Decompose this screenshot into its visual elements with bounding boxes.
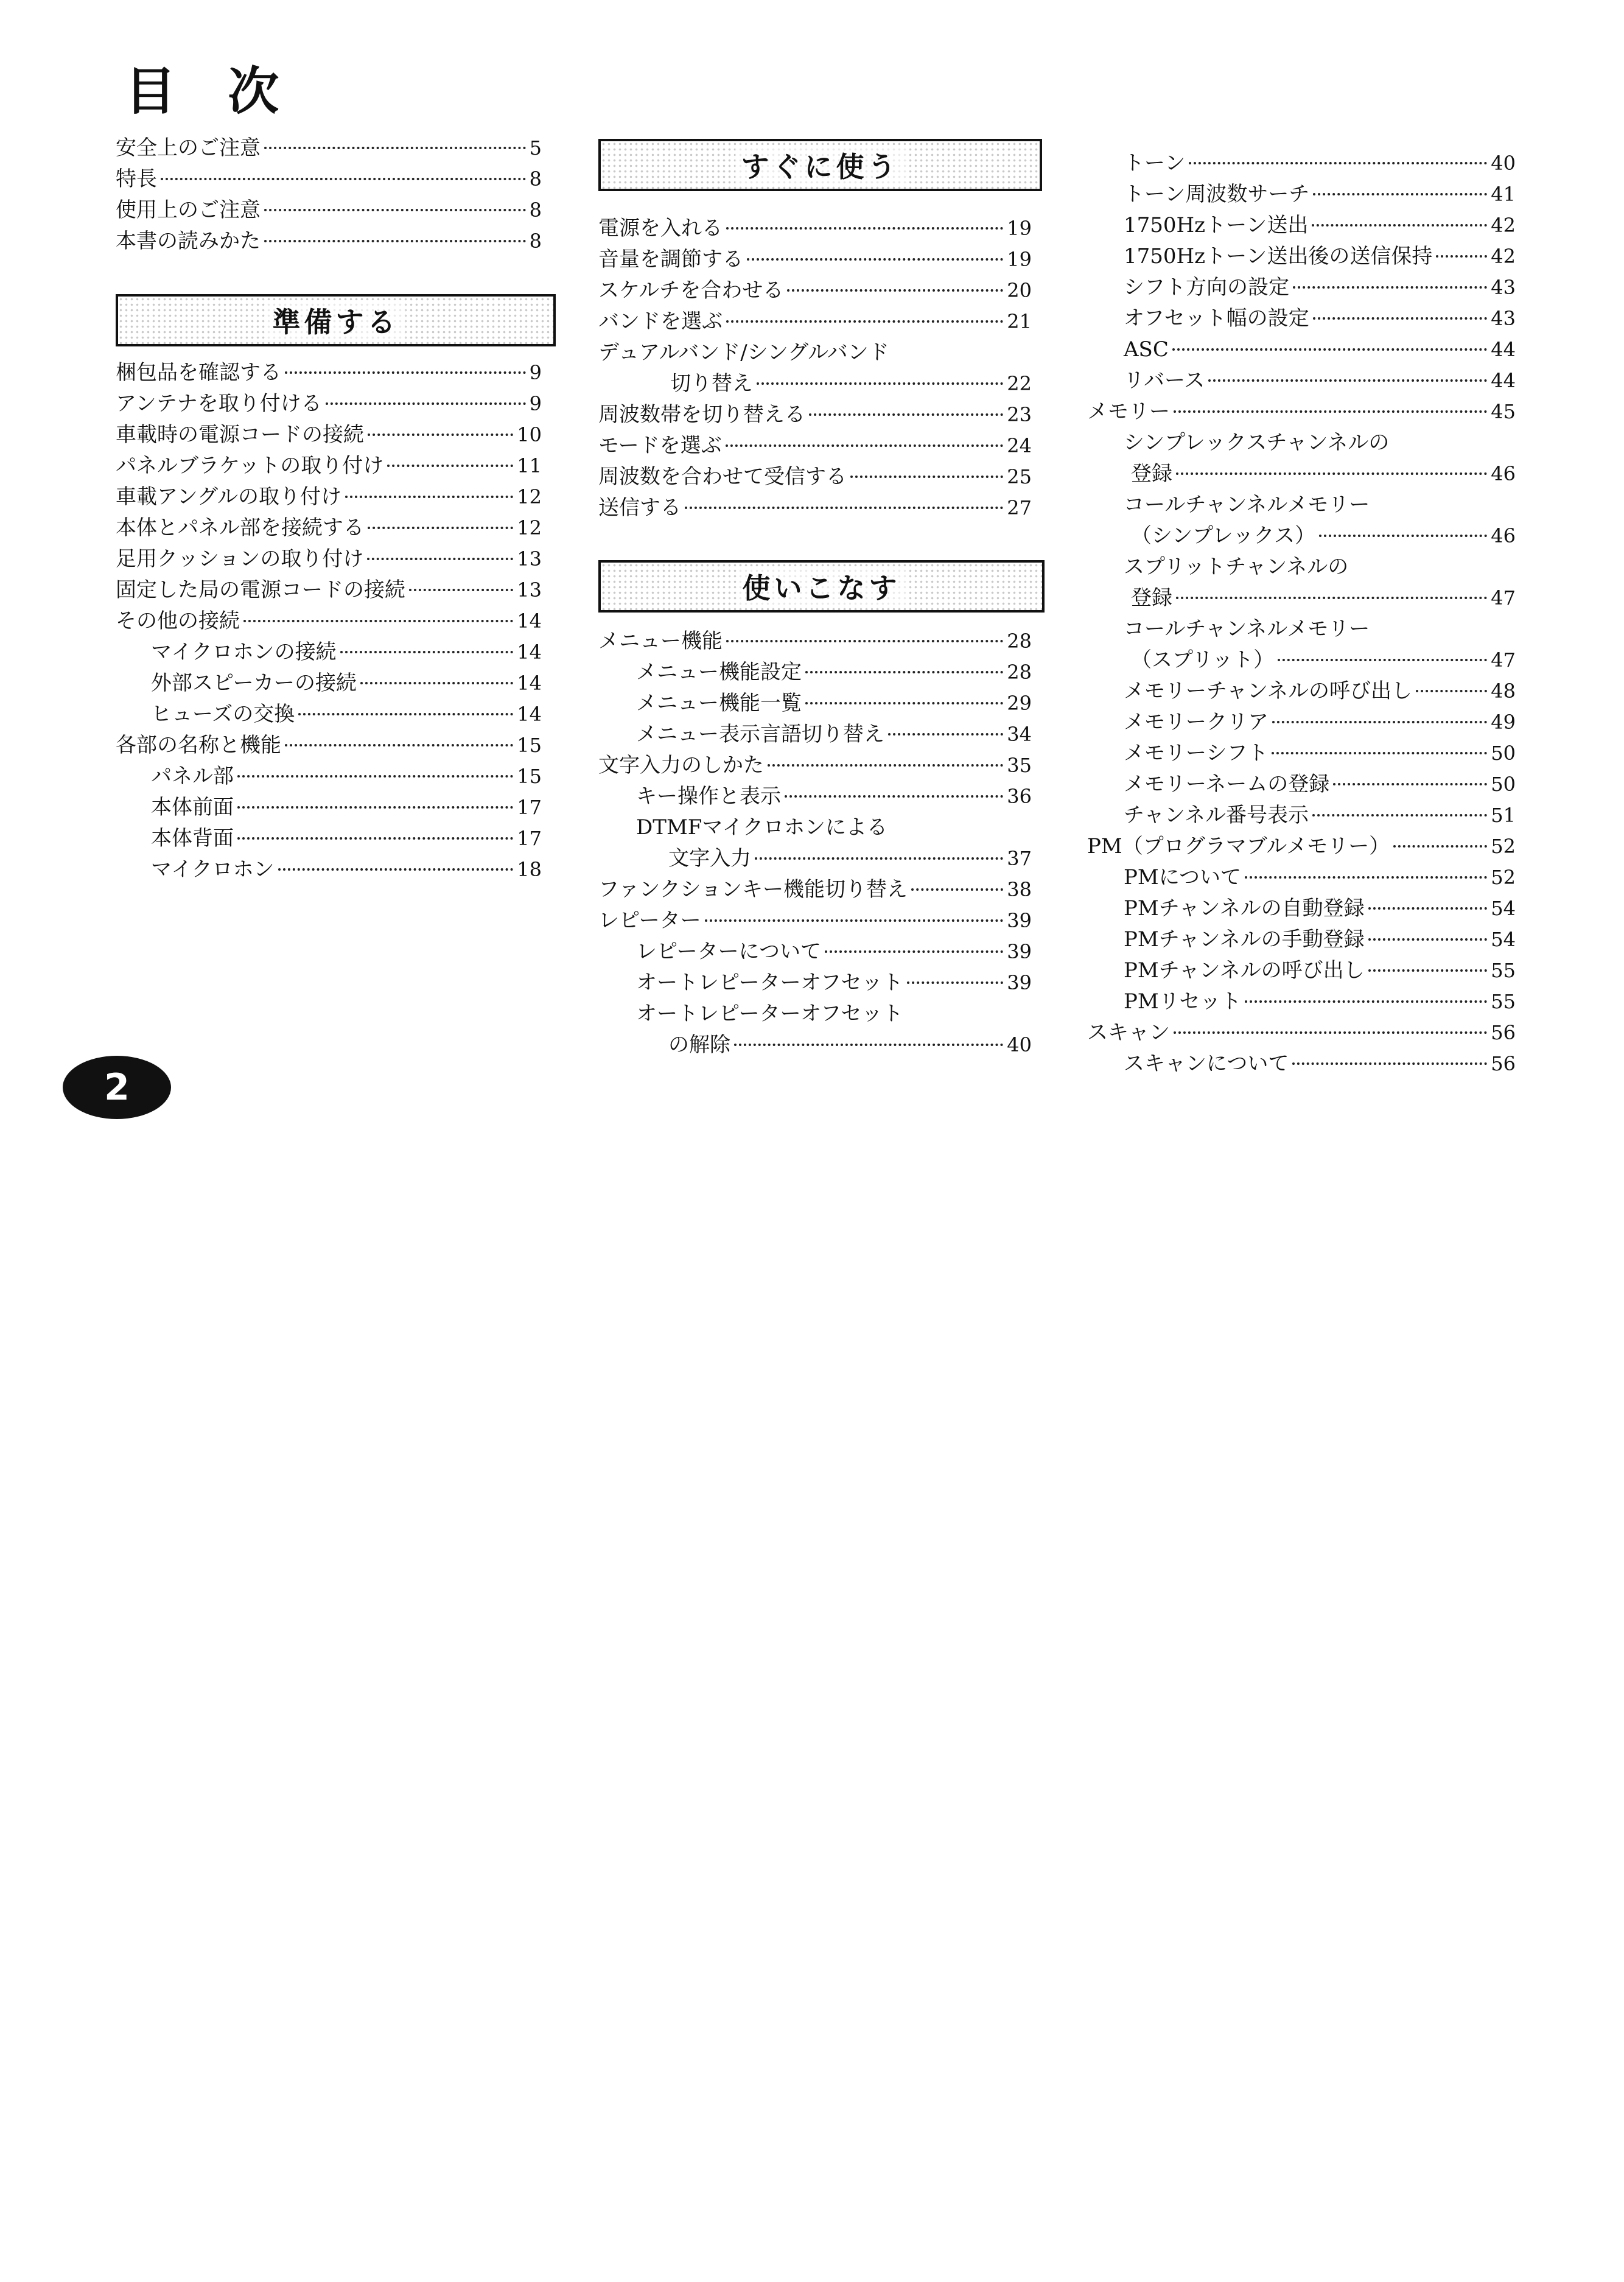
toc-entry bbox=[1087, 241, 1516, 272]
toc-entry-page: 17 bbox=[517, 827, 542, 850]
toc-entry-page: 55 bbox=[1491, 959, 1516, 982]
toc-entry-page: 15 bbox=[517, 734, 542, 757]
toc-entry-title: 足用クッションの取り付け bbox=[116, 547, 364, 571]
toc-entry bbox=[1087, 272, 1516, 303]
dot-leader bbox=[1272, 721, 1487, 723]
dot-leader bbox=[264, 209, 526, 211]
toc-entry-page: 21 bbox=[1007, 310, 1032, 333]
toc-entry-page: 12 bbox=[517, 485, 542, 508]
toc-entry bbox=[598, 275, 1032, 306]
toc-column-3 bbox=[1087, 148, 1516, 1080]
toc-entry bbox=[1087, 707, 1516, 738]
toc-entry bbox=[598, 244, 1032, 275]
dot-leader bbox=[1312, 224, 1487, 226]
toc-entry bbox=[1087, 738, 1516, 769]
toc-entry bbox=[116, 575, 542, 606]
dot-leader bbox=[1416, 690, 1487, 692]
toc-entry-title: トーン bbox=[1124, 151, 1186, 175]
toc-entry bbox=[116, 606, 542, 637]
toc-entry-page: 14 bbox=[517, 672, 542, 695]
toc-entry-page: 13 bbox=[517, 547, 542, 570]
toc-entry-page: 23 bbox=[1007, 403, 1032, 426]
toc-entry-title: マイクロホン bbox=[151, 857, 275, 882]
dot-leader bbox=[345, 496, 513, 498]
toc-entry bbox=[116, 164, 542, 195]
dot-leader bbox=[805, 671, 1003, 673]
toc-entry-title-line: DTMFマイクロホンによる bbox=[636, 815, 887, 840]
toc-entry-title: 電源を入れる bbox=[598, 216, 723, 240]
toc-entry bbox=[116, 792, 542, 823]
toc-entry-page: 56 bbox=[1491, 1021, 1516, 1044]
toc-entry-title: 本体背面 bbox=[151, 826, 234, 851]
toc-entry-title: パネル部 bbox=[151, 764, 234, 788]
toc-entry-title: 文字入力のしかた bbox=[598, 753, 764, 778]
toc-column-2 bbox=[598, 139, 1032, 1061]
toc-entry bbox=[1087, 583, 1516, 614]
toc-entry-page: 8 bbox=[529, 167, 542, 191]
dot-leader bbox=[825, 950, 1003, 953]
dot-leader bbox=[161, 178, 526, 180]
toc-entry-title: ファンクションキー機能切り替え bbox=[598, 877, 908, 902]
toc-entry bbox=[116, 730, 542, 761]
dot-leader bbox=[1174, 1031, 1487, 1034]
dot-leader bbox=[850, 476, 1003, 478]
dot-leader bbox=[1368, 938, 1488, 941]
toc-entry-title: 本体とパネル部を接続する bbox=[116, 516, 364, 540]
toc-entry-page: 28 bbox=[1007, 630, 1032, 653]
toc-entry-page: 50 bbox=[1491, 773, 1516, 796]
page-title: 目 次 bbox=[125, 61, 296, 121]
toc-entry-title: ASC bbox=[1124, 337, 1169, 362]
toc-entry-title: 安全上のご注意 bbox=[116, 136, 261, 160]
toc-entry-title: 音量を調節する bbox=[598, 247, 743, 272]
dot-leader bbox=[1189, 162, 1487, 164]
toc-entry-page: 24 bbox=[1007, 434, 1032, 457]
toc-entry-page: 29 bbox=[1007, 692, 1032, 715]
toc-entry-page: 46 bbox=[1491, 462, 1516, 485]
toc-entry-page: 50 bbox=[1491, 742, 1516, 765]
toc-entry bbox=[598, 905, 1032, 936]
dot-leader bbox=[285, 744, 513, 746]
dot-leader bbox=[1176, 472, 1487, 475]
section-heading-advanced bbox=[598, 560, 1045, 613]
toc-entry bbox=[116, 195, 542, 226]
toc-entry bbox=[1087, 1017, 1516, 1048]
toc-entry-title: レピーター bbox=[598, 908, 701, 933]
toc-entry bbox=[116, 388, 542, 420]
toc-entry-title: 送信する bbox=[598, 496, 681, 520]
toc-entry bbox=[598, 1030, 1032, 1061]
toc-entry-title: レピーターについて bbox=[636, 939, 821, 964]
toc-entry-page: 52 bbox=[1491, 866, 1516, 889]
dot-leader bbox=[726, 444, 1004, 447]
toc-entry bbox=[1087, 800, 1516, 831]
toc-entry bbox=[116, 226, 542, 257]
toc-entry bbox=[598, 719, 1032, 750]
toc-entry-title: の解除 bbox=[668, 1033, 730, 1057]
dot-leader bbox=[264, 147, 526, 149]
toc-entry-page: 37 bbox=[1007, 847, 1032, 870]
toc-entry-page: 22 bbox=[1007, 372, 1032, 395]
dot-leader bbox=[1393, 845, 1487, 848]
toc-entry-title: PMリセット bbox=[1124, 989, 1242, 1014]
toc-entry bbox=[1087, 365, 1516, 396]
toc-entry-page: 8 bbox=[529, 230, 542, 253]
toc-entry bbox=[1087, 303, 1516, 334]
toc-entry-page: 27 bbox=[1007, 496, 1032, 519]
toc-entry bbox=[598, 213, 1032, 244]
toc-entry-page: 49 bbox=[1491, 711, 1516, 734]
toc-entry bbox=[598, 368, 1032, 399]
toc-entry-page: 13 bbox=[517, 578, 542, 602]
dot-leader bbox=[787, 289, 1003, 292]
toc-entry-page: 40 bbox=[1007, 1033, 1032, 1056]
toc-entry-page: 44 bbox=[1491, 369, 1516, 392]
toc-entry-page: 46 bbox=[1491, 524, 1516, 547]
dot-leader bbox=[237, 837, 513, 840]
dot-leader bbox=[734, 1044, 1003, 1046]
page-number: 2 bbox=[104, 1066, 130, 1109]
dot-leader bbox=[1368, 907, 1488, 910]
toc-entry bbox=[598, 843, 1032, 874]
toc-entry-page: 15 bbox=[517, 765, 542, 788]
toc-entry-title: 1750Hzトーン送出 bbox=[1124, 213, 1309, 237]
toc-entry-page: 10 bbox=[517, 423, 542, 446]
dot-leader bbox=[360, 682, 513, 684]
dot-leader bbox=[726, 320, 1003, 323]
toc-entry-title: メモリー bbox=[1087, 399, 1170, 424]
toc-entry-page: 54 bbox=[1491, 928, 1516, 951]
dot-leader bbox=[298, 713, 513, 715]
dot-leader bbox=[1245, 1000, 1487, 1003]
dot-leader bbox=[685, 507, 1003, 509]
toc-entry bbox=[1087, 458, 1516, 490]
toc-entry-title: スキャン bbox=[1087, 1020, 1170, 1045]
toc-entry-page: 47 bbox=[1491, 648, 1516, 672]
toc-entry-page: 20 bbox=[1007, 279, 1032, 302]
dot-leader bbox=[785, 795, 1003, 798]
toc-entry-title: メモリーネームの登録 bbox=[1124, 772, 1330, 796]
dot-leader bbox=[237, 806, 513, 809]
toc-entry-title: 周波数を合わせて受信する bbox=[598, 465, 847, 489]
toc-entry-page: 19 bbox=[1007, 248, 1032, 271]
toc-entry-title: 登録 bbox=[1131, 462, 1172, 486]
toc-entry-page: 48 bbox=[1491, 679, 1516, 703]
toc-entry bbox=[116, 513, 542, 544]
dot-leader bbox=[278, 868, 514, 871]
toc-entry bbox=[1087, 179, 1516, 210]
toc-entry-title: 特長 bbox=[116, 167, 157, 191]
dot-leader bbox=[726, 227, 1003, 230]
toc-entry bbox=[116, 637, 542, 668]
toc-entry-title: パネルブラケットの取り付け bbox=[116, 454, 384, 478]
toc-entry-page: 42 bbox=[1491, 214, 1516, 237]
dot-leader bbox=[340, 651, 514, 653]
toc-entry bbox=[1087, 210, 1516, 241]
dot-leader bbox=[768, 764, 1003, 767]
toc-entry-title: PMについて bbox=[1124, 865, 1242, 890]
toc-entry bbox=[116, 420, 542, 451]
toc-entry-title: 登録 bbox=[1131, 586, 1172, 610]
dot-leader bbox=[755, 857, 1003, 860]
section-heading-preparation bbox=[116, 294, 556, 346]
dot-leader bbox=[705, 919, 1004, 922]
toc-entry bbox=[1087, 862, 1516, 893]
toc-entry bbox=[116, 668, 542, 699]
section-heading-text: すぐに使う bbox=[735, 145, 906, 185]
toc-entry bbox=[598, 462, 1032, 493]
toc-entry bbox=[598, 399, 1032, 430]
toc-entry-title: キー操作と表示 bbox=[636, 784, 781, 809]
toc-entry-title: 切り替え bbox=[670, 371, 753, 396]
toc-entry bbox=[116, 854, 542, 885]
toc-entry-title: （シンプレックス） bbox=[1131, 524, 1316, 548]
toc-entry-title: オートレピーターオフセット bbox=[636, 971, 903, 995]
dot-leader bbox=[1245, 876, 1487, 879]
toc-entry-title: PMチャンネルの呼び出し bbox=[1124, 958, 1365, 983]
toc-entry-page: 47 bbox=[1491, 586, 1516, 609]
toc-entry-page: 39 bbox=[1007, 940, 1032, 963]
toc-entry bbox=[1087, 148, 1516, 179]
toc-entry bbox=[1087, 521, 1516, 552]
dot-leader bbox=[285, 371, 526, 374]
toc-entry-title: 車載アングルの取り付け bbox=[116, 485, 341, 509]
dot-leader bbox=[1333, 783, 1487, 785]
toc-entry bbox=[598, 430, 1032, 462]
toc-entry-page: 51 bbox=[1491, 804, 1516, 827]
dot-leader bbox=[1278, 659, 1487, 661]
dot-leader bbox=[326, 402, 526, 405]
dot-leader bbox=[368, 527, 513, 529]
toc-entry bbox=[116, 544, 542, 575]
section-heading-text: 準備する bbox=[267, 300, 405, 340]
toc-entry-page: 14 bbox=[517, 703, 542, 726]
toc-entry bbox=[598, 936, 1032, 967]
toc-entry-title-line: スプリットチャンネルの bbox=[1124, 555, 1349, 579]
toc-entry-title: 梱包品を確認する bbox=[116, 360, 281, 385]
toc-entry-title-line: シンプレックスチャンネルの bbox=[1124, 430, 1390, 455]
toc-entry-title: チャンネル番号表示 bbox=[1124, 803, 1309, 827]
dot-leader bbox=[726, 640, 1003, 642]
section-heading-text: 使いこなす bbox=[737, 566, 907, 606]
dot-leader bbox=[1293, 286, 1487, 289]
toc-entry-page: 43 bbox=[1491, 276, 1516, 299]
toc-entry-title: スキャンについて bbox=[1124, 1051, 1289, 1076]
dot-leader bbox=[368, 434, 513, 436]
toc-entry-title: メモリーチャンネルの呼び出し bbox=[1124, 679, 1412, 703]
toc-entry bbox=[598, 874, 1032, 905]
toc-entry-title: PMチャンネルの自動登録 bbox=[1124, 896, 1365, 921]
toc-entry-page: 39 bbox=[1007, 909, 1032, 932]
toc-entry-title: ヒューズの交換 bbox=[151, 702, 295, 726]
toc-entry-page: 34 bbox=[1007, 723, 1032, 746]
toc-entry-title: PM（プログラマブルメモリー） bbox=[1087, 834, 1390, 858]
toc-entry-title: メニュー機能設定 bbox=[636, 660, 802, 684]
toc-entry-page: 18 bbox=[517, 858, 542, 881]
toc-entry-title: 本書の読みかた bbox=[116, 229, 261, 253]
toc-entry-title: 文字入力 bbox=[668, 846, 751, 871]
toc-entry bbox=[598, 306, 1032, 337]
toc-entry-page: 36 bbox=[1007, 785, 1032, 808]
toc-entry bbox=[598, 967, 1032, 999]
toc-entry bbox=[1087, 334, 1516, 365]
toc-entry bbox=[1087, 396, 1516, 427]
dot-leader bbox=[805, 702, 1003, 704]
toc-entry bbox=[1087, 645, 1516, 676]
toc-entry-title: アンテナを取り付ける bbox=[116, 391, 322, 416]
toc-entry bbox=[1087, 676, 1516, 707]
dot-leader bbox=[409, 589, 513, 591]
toc-entry-page: 17 bbox=[517, 796, 542, 819]
dot-leader bbox=[888, 733, 1003, 736]
toc-entry bbox=[1087, 831, 1516, 862]
toc-entry-title: スケルチを合わせる bbox=[598, 278, 784, 303]
toc-entry-page: 45 bbox=[1491, 400, 1516, 423]
dot-leader bbox=[1436, 255, 1487, 258]
toc-entry bbox=[1087, 769, 1516, 800]
toc-entry bbox=[116, 451, 542, 482]
toc-entry-title: その他の接続 bbox=[116, 609, 240, 633]
dot-leader bbox=[747, 258, 1003, 261]
toc-entry bbox=[598, 688, 1032, 719]
toc-entry-title: 1750Hzトーン送出後の送信保持 bbox=[1124, 244, 1433, 269]
toc-entry-page: 35 bbox=[1007, 754, 1032, 777]
toc-entry bbox=[116, 823, 542, 854]
toc-entry-page: 19 bbox=[1007, 217, 1032, 240]
toc-entry bbox=[1087, 924, 1516, 955]
toc-entry-page: 54 bbox=[1491, 897, 1516, 920]
dot-leader bbox=[1313, 193, 1487, 195]
toc-entry-page: 38 bbox=[1007, 878, 1032, 901]
toc-entry-title: PMチャンネルの手動登録 bbox=[1124, 927, 1365, 952]
toc-entry-page: 40 bbox=[1491, 152, 1516, 175]
toc-entry bbox=[116, 761, 542, 792]
dot-leader bbox=[237, 775, 513, 778]
toc-entry-title: 本体前面 bbox=[151, 795, 234, 820]
toc-entry-title: 外部スピーカーの接続 bbox=[151, 671, 357, 695]
toc-entry-page: 56 bbox=[1491, 1052, 1516, 1075]
toc-entry-title-line: デュアルバンド/シングルバンド bbox=[598, 340, 889, 365]
toc-entry-title: シフト方向の設定 bbox=[1124, 275, 1289, 300]
toc-entry-title: トーン周波数サーチ bbox=[1124, 182, 1310, 206]
dot-leader bbox=[1208, 379, 1487, 382]
toc-entry bbox=[116, 482, 542, 513]
toc-entry bbox=[598, 657, 1032, 688]
toc-entry-title: 固定した局の電源コードの接続 bbox=[116, 578, 405, 602]
dot-leader bbox=[264, 240, 526, 242]
toc-entry bbox=[1087, 955, 1516, 986]
toc-entry-page: 5 bbox=[529, 136, 542, 160]
toc-entry-page: 39 bbox=[1007, 971, 1032, 994]
toc-entry-page: 42 bbox=[1491, 245, 1516, 268]
dot-leader bbox=[1313, 317, 1488, 320]
toc-entry-page: 12 bbox=[517, 516, 542, 539]
dot-leader bbox=[1368, 969, 1488, 972]
toc-entry-title: メニュー機能一覧 bbox=[636, 691, 802, 715]
toc-entry-title: バンドを選ぶ bbox=[598, 309, 723, 334]
toc-entry-title: オフセット幅の設定 bbox=[1124, 306, 1309, 331]
toc-entry bbox=[1087, 893, 1516, 924]
toc-entry-page: 28 bbox=[1007, 661, 1032, 684]
toc-column-1 bbox=[116, 133, 542, 885]
toc-entry-title: （スプリット） bbox=[1131, 648, 1275, 672]
toc-entry bbox=[116, 699, 542, 730]
dot-leader bbox=[1292, 1062, 1487, 1065]
toc-entry-page: 43 bbox=[1491, 307, 1516, 330]
toc-entry-title-line: コールチャンネルメモリー bbox=[1124, 493, 1370, 517]
toc-entry-page: 55 bbox=[1491, 990, 1516, 1013]
toc-entry-title: モードを選ぶ bbox=[598, 434, 722, 458]
toc-entry-page: 8 bbox=[529, 198, 542, 222]
toc-entry-title: 各部の名称と機能 bbox=[116, 733, 281, 757]
toc-entry-page: 11 bbox=[517, 454, 542, 477]
toc-entry bbox=[598, 626, 1032, 657]
dot-leader bbox=[1174, 410, 1487, 413]
toc-entry-page: 52 bbox=[1491, 835, 1516, 858]
toc-entry-title: メモリークリア bbox=[1124, 710, 1269, 734]
toc-entry-title: メニュー機能 bbox=[598, 629, 723, 653]
toc-entry bbox=[1087, 986, 1516, 1017]
toc-entry bbox=[116, 357, 542, 388]
section-heading-quick-start bbox=[598, 139, 1042, 191]
dot-leader bbox=[907, 981, 1004, 984]
dot-leader bbox=[243, 620, 513, 622]
toc-entry-page: 41 bbox=[1491, 183, 1516, 206]
dot-leader bbox=[1272, 752, 1487, 754]
toc-entry-title: メニュー表示言語切り替え bbox=[636, 722, 884, 746]
toc-entry-page: 14 bbox=[517, 641, 542, 664]
dot-leader bbox=[911, 888, 1003, 891]
dot-leader bbox=[1172, 348, 1487, 351]
dot-leader bbox=[757, 382, 1003, 385]
toc-entry-page: 14 bbox=[517, 609, 542, 633]
dot-leader bbox=[1319, 535, 1487, 537]
toc-entry-title: マイクロホンの接続 bbox=[151, 640, 337, 664]
toc-entry-title: 周波数帯を切り替える bbox=[598, 402, 805, 427]
dot-leader bbox=[1176, 597, 1487, 599]
toc-entry bbox=[116, 133, 542, 164]
dot-leader bbox=[1312, 814, 1487, 816]
toc-entry bbox=[1087, 1048, 1516, 1080]
toc-entry-title: リバース bbox=[1124, 368, 1205, 393]
toc-entry-page: 9 bbox=[529, 361, 542, 384]
toc-entry-page: 9 bbox=[529, 392, 542, 415]
toc-entry-page: 44 bbox=[1491, 338, 1516, 361]
toc-entry bbox=[598, 750, 1032, 781]
page-number-badge bbox=[63, 1056, 171, 1119]
toc-entry-title-line: コールチャンネルメモリー bbox=[1124, 617, 1370, 641]
toc-entry bbox=[598, 493, 1032, 524]
toc-entry bbox=[598, 781, 1032, 812]
dot-leader bbox=[367, 558, 513, 560]
toc-entry-title: メモリーシフト bbox=[1124, 741, 1269, 765]
dot-leader bbox=[809, 413, 1003, 416]
toc-entry-title-line: オートレピーターオフセット bbox=[636, 1002, 903, 1026]
toc-entry-title: 使用上のご注意 bbox=[116, 198, 261, 222]
dot-leader bbox=[387, 465, 513, 467]
toc-entry-title: 車載時の電源コードの接続 bbox=[116, 423, 364, 447]
toc-entry-page: 25 bbox=[1007, 465, 1032, 488]
